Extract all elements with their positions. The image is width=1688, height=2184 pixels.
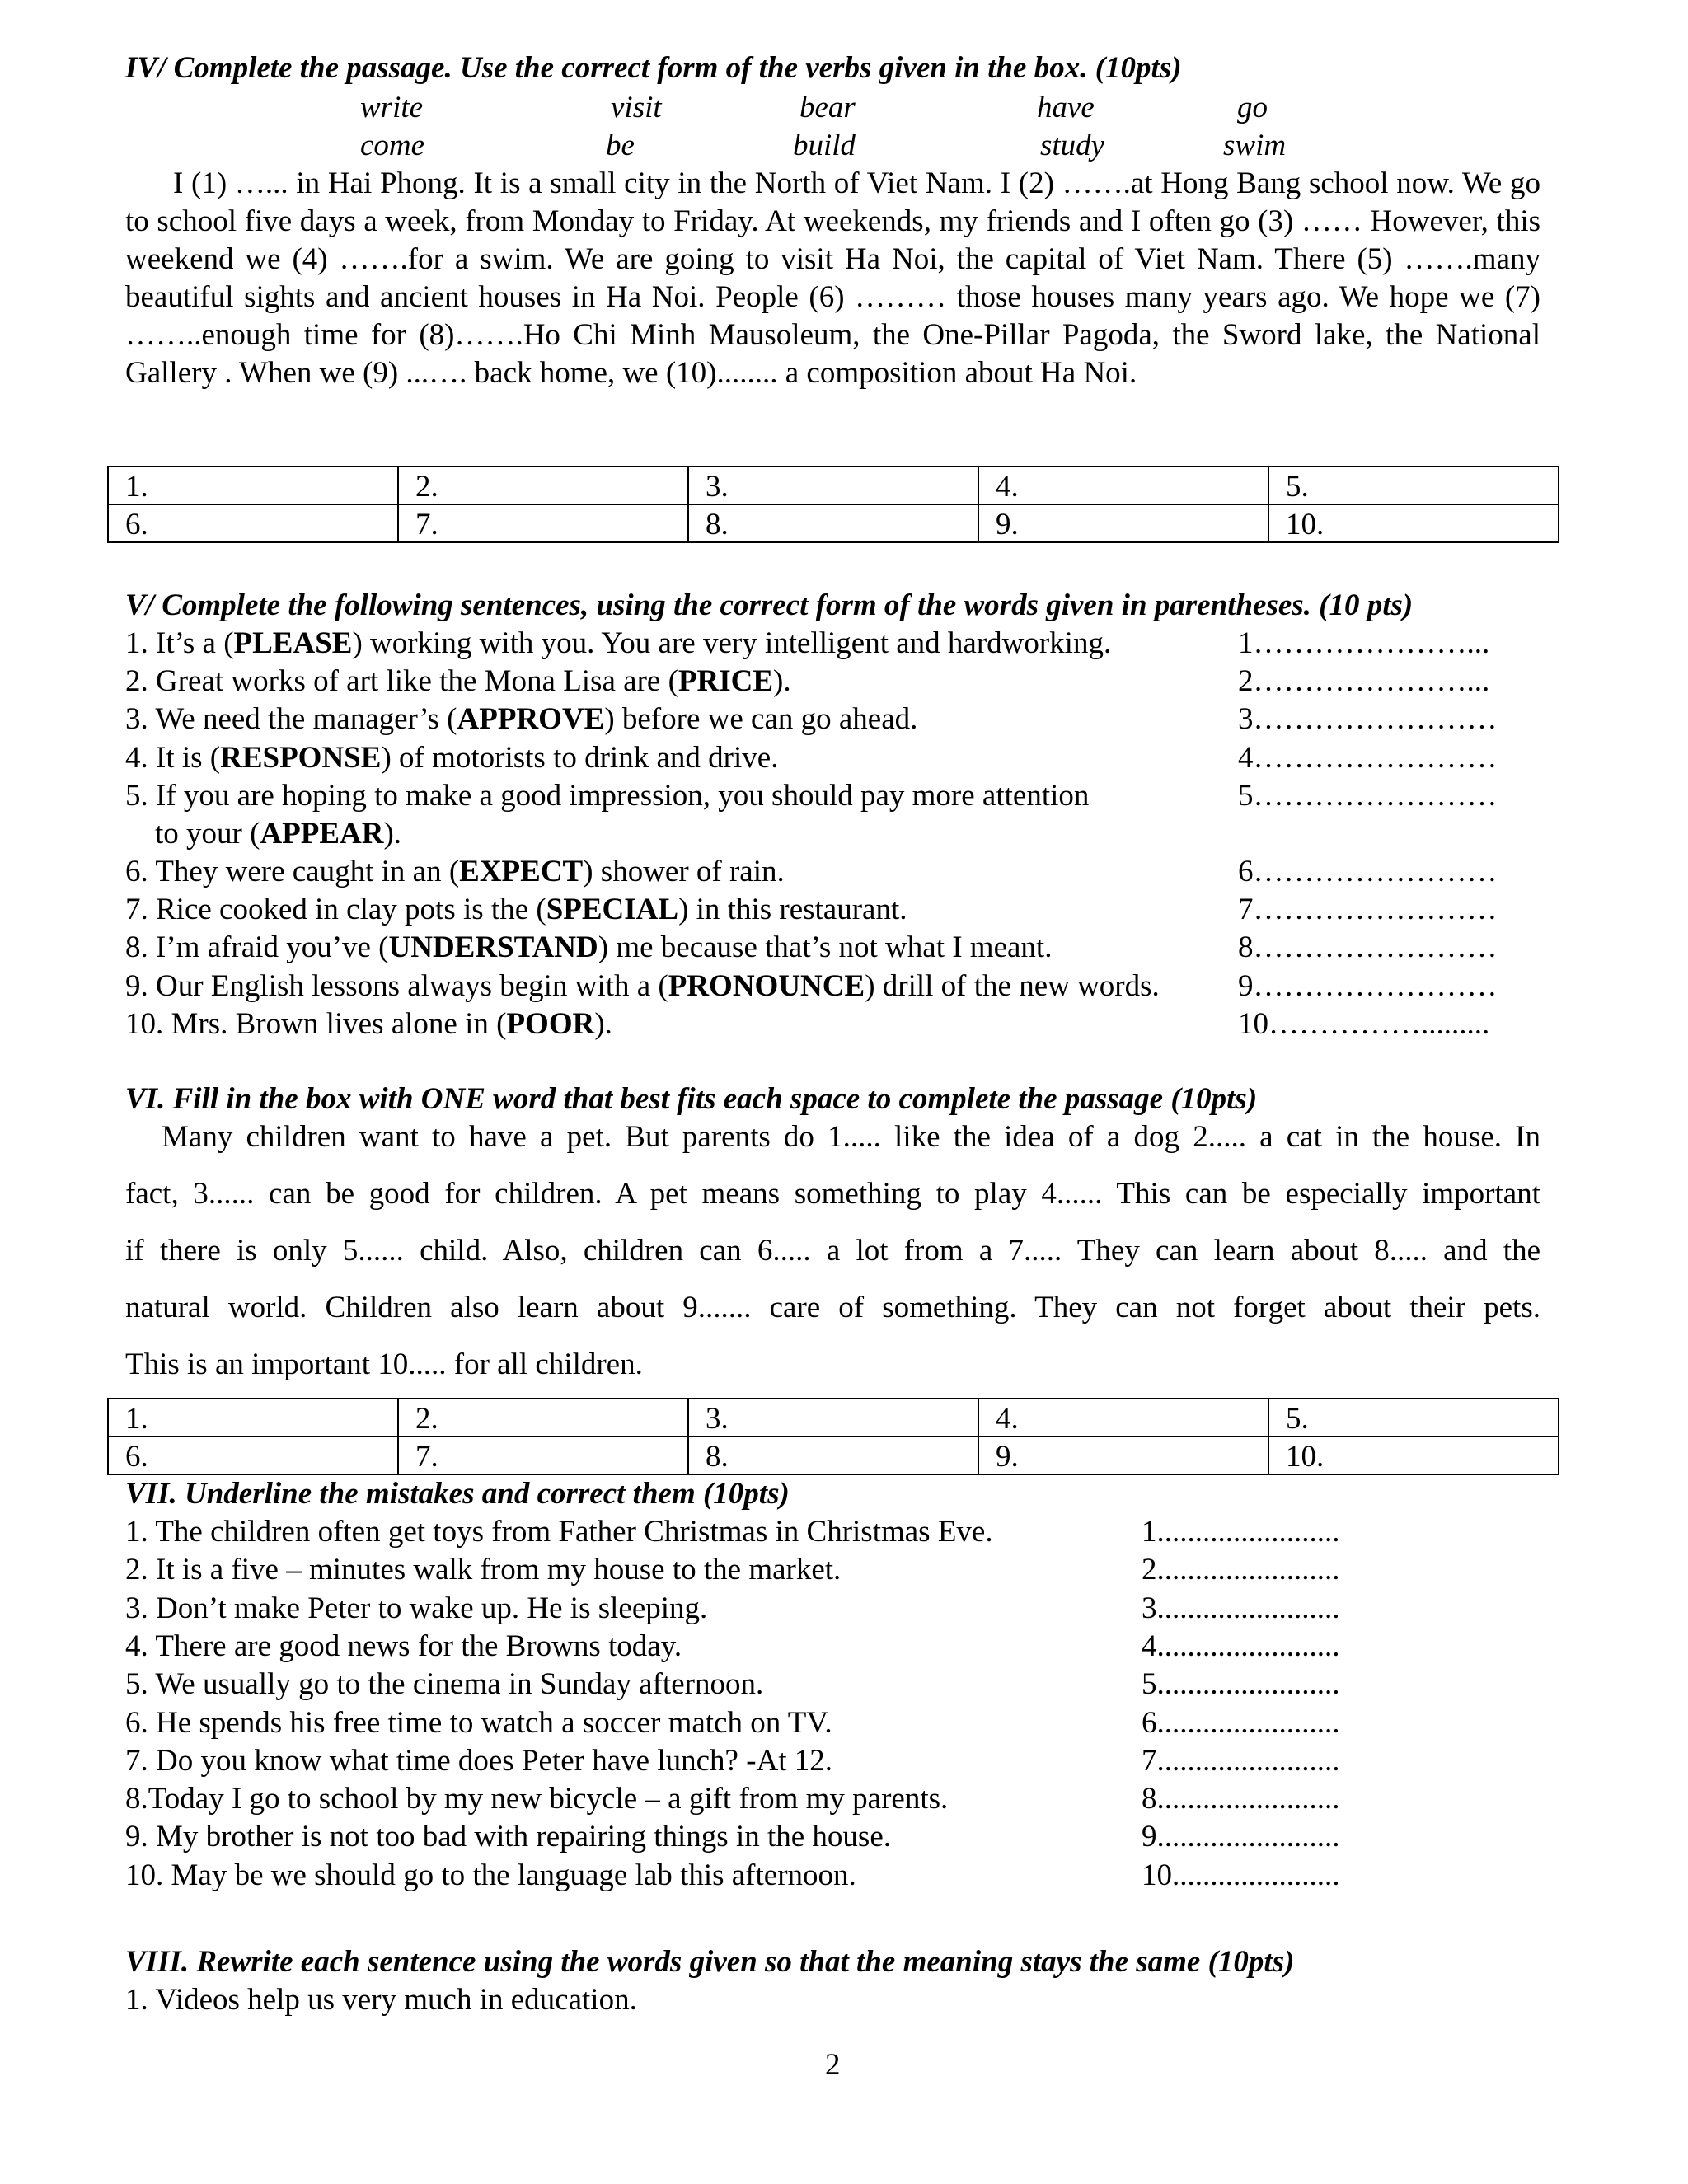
answer-blank[interactable]: 8…………………… [1238,930,1498,964]
verb-word: study [1040,129,1105,162]
rewrite-sentence: 1. Videos help us very much in education. [125,1983,637,2017]
answer-blank[interactable]: 5........................ [1142,1667,1340,1701]
mistake-sentence: 9. My brother is not too bad with repairing things in the house. [125,1820,891,1854]
verb-word: build [793,129,856,162]
answer-blank[interactable]: 5…………………… [1238,779,1498,813]
answer-cell[interactable]: 2. [398,466,688,504]
section-8-heading: VIII. Rewrite each sentence using the words given so that the meaning stays the same (10pts) [125,1945,1295,1979]
answer-blank[interactable]: 10...................... [1142,1858,1340,1892]
answer-cell[interactable]: 4. [978,1399,1268,1436]
verb-word: come [360,129,425,162]
question-item [125,625,1111,663]
question-text: ) in this restaurant. [678,893,907,926]
answer-cell[interactable]: 8. [688,504,978,542]
answer-cell[interactable]: 4. [978,466,1268,504]
verb-word: write [360,91,424,124]
passage-line: if there is only 5...... child. Also, children can 6..... a lot from a 7..... They can learn about 8..... and the [125,1234,1540,1268]
answer-blank[interactable]: 10……………......... [1238,1007,1490,1041]
mistake-sentence: 6. He spends his free time to watch a soccer match on TV. [125,1706,832,1740]
root-word: RESPONSE [220,741,382,775]
passage-line: natural world. Children also learn about 9....... care of something. They can not forget about their pets. [125,1291,1540,1324]
question-item [125,891,907,929]
mistake-sentence: 4. There are good news for the Browns today. [125,1629,682,1663]
answer-blank[interactable]: 9........................ [1142,1820,1340,1854]
section-7-heading: VII. Underline the mistakes and correct them (10pts) [125,1477,790,1511]
answer-cell[interactable]: 10. [1268,1436,1559,1474]
verb-word: visit [611,91,662,124]
question-text: 3. We need the manager’s ( [125,702,457,736]
answer-cell[interactable]: 5. [1268,1399,1559,1436]
question-item [155,815,401,853]
root-word: UNDERSTAND [388,930,598,964]
question-text: ) drill of the new words. [865,969,1160,1003]
question-text: ) before we can go ahead. [604,702,918,736]
passage-line: fact, 3...... can be good for children. A pet means something to play 4...... This can be especially important [125,1177,1540,1211]
mistake-sentence: 10. May be we should go to the language lab this afternoon. [125,1858,856,1892]
answer-cell[interactable]: 7. [398,1436,688,1474]
verb-word: have [1037,91,1095,124]
answer-table-6 [107,1398,1559,1475]
answer-blank[interactable]: 6…………………… [1238,855,1498,888]
question-item [125,663,791,701]
answer-cell[interactable]: 6. [108,1436,398,1474]
root-word: EXPECT [459,855,584,888]
question-text: ). [594,1007,612,1041]
answer-cell[interactable]: 1. [108,1399,398,1436]
answer-blank[interactable]: 2…………………... [1238,664,1490,698]
answer-blank[interactable]: 3........................ [1142,1591,1340,1625]
question-text: ). [773,664,791,698]
question-text: to your ( [155,817,260,851]
page-number: 2 [825,2048,841,2082]
mistake-sentence: 3. Don’t make Peter to wake up. He is sleeping. [125,1591,708,1625]
question-item [125,968,1160,1005]
answer-cell[interactable]: 10. [1268,504,1559,542]
mistake-sentence: 5. We usually go to the cinema in Sunday afternoon. [125,1667,764,1701]
question-text: ) of motorists to drink and drive. [381,741,779,775]
answer-cell[interactable]: 5. [1268,466,1559,504]
answer-blank[interactable]: 2........................ [1142,1553,1340,1586]
question-item [125,777,1089,815]
section-6-heading: VI. Fill in the box with ONE word that best fits each space to complete the passage (10pts) [125,1082,1258,1116]
question-text: ) me because that’s not what I meant. [598,930,1053,964]
root-word: PRONOUNCE [668,969,865,1003]
answer-cell[interactable]: 1. [108,466,398,504]
question-text: ) working with you. You are very intelligent and hardworking. [352,626,1112,660]
answer-cell[interactable]: 2. [398,1399,688,1436]
answer-blank[interactable]: 6........................ [1142,1706,1340,1740]
answer-blank[interactable]: 4........................ [1142,1629,1340,1663]
mistake-sentence: 8.Today I go to school by my new bicycle – a gift from my parents. [125,1782,949,1816]
mistake-sentence: 2. It is a five – minutes walk from my house to the market. [125,1553,842,1586]
question-text: ). [383,817,402,851]
answer-cell[interactable]: 9. [978,504,1268,542]
root-word: PLEASE [233,626,353,660]
question-text: 4. It is ( [125,741,221,775]
passage-line: Many children want to have a pet. But parents do 1..... like the idea of a dog 2..... a cat in the house. In [162,1120,1540,1154]
mistake-sentence: 1. The children often get toys from Father Christmas in Christmas Eve. [125,1515,993,1549]
question-item [125,1005,612,1043]
answer-cell[interactable]: 3. [688,1399,978,1436]
question-text: ) shower of rain. [583,855,785,888]
question-text: 10. Mrs. Brown lives alone in ( [125,1007,507,1041]
question-item [125,853,785,891]
question-text: 2. Great works of art like the Mona Lisa are ( [125,664,678,698]
question-text: 1. It’s a ( [125,626,234,660]
question-item [125,739,778,777]
verb-word: swim [1223,129,1287,162]
answer-blank[interactable]: 8........................ [1142,1782,1340,1816]
question-item [125,929,1052,967]
answer-blank[interactable]: 4…………………… [1238,741,1498,775]
answer-blank[interactable]: 1…………………... [1238,626,1490,660]
section-4-passage: I (1) …... in Hai Phong. It is a small city in the North of Viet Nam. I (2) …….at Hong Bang school now. We go to school five days a week, from Monday to Friday. At weekends, my friends and I often go (3) …… However, this weekend we (4) …….for a swim. We are going to visit Ha Noi, the capital of Viet Nam. There (5) …….many beautiful sights and ancient houses in Ha Noi. People (6) ……… those houses many years ago. We hope we (7) ……..enough time for (8)…….Ho Chi Minh Mausoleum, the One-Pillar Pagoda, the Sword lake, the National Gallery . When we (9) ...…. back home, we (10)........ a composition about Ha Noi. [125,166,1540,390]
answer-cell[interactable]: 9. [978,1436,1268,1474]
section-4-heading: IV/ Complete the passage. Use the correct form of the verbs given in the box. (10pts) [125,51,1182,85]
answer-cell[interactable]: 7. [398,504,688,542]
section-5-heading: V/ Complete the following sentences, using the correct form of the words given in parentheses. (10 pts) [125,588,1414,622]
passage-line: This is an important 10..... for all children. [125,1347,643,1381]
root-word: PRICE [678,664,774,698]
answer-blank[interactable]: 1........................ [1142,1515,1340,1549]
answer-table-4 [107,466,1559,543]
answer-cell[interactable]: 8. [688,1436,978,1474]
answer-blank[interactable]: 9…………………… [1238,969,1498,1003]
root-word: SPECIAL [546,893,679,926]
root-word: APPROVE [457,702,605,736]
question-text: 9. Our English lessons always begin with a ( [125,969,668,1003]
question-text: 5. If you are hoping to make a good impression, you should pay more attention [125,779,1090,813]
question-text: 6. They were caught in an ( [125,855,460,888]
verb-word: bear [799,91,856,124]
question-text: 7. Rice cooked in clay pots is the ( [125,893,546,926]
mistake-sentence: 7. Do you know what time does Peter have lunch? -At 12. [125,1744,833,1778]
answer-blank[interactable]: 3…………………… [1238,702,1498,736]
answer-blank[interactable]: 7…………………… [1238,893,1498,926]
root-word: APPEAR [260,817,384,851]
root-word: POOR [506,1007,595,1041]
answer-blank[interactable]: 7........................ [1142,1744,1340,1778]
verb-word: be [606,129,635,162]
answer-cell[interactable]: 6. [108,504,398,542]
answer-cell[interactable]: 3. [688,466,978,504]
question-item [125,701,917,738]
verb-word: go [1237,91,1268,124]
question-text: 8. I’m afraid you’ve ( [125,930,389,964]
